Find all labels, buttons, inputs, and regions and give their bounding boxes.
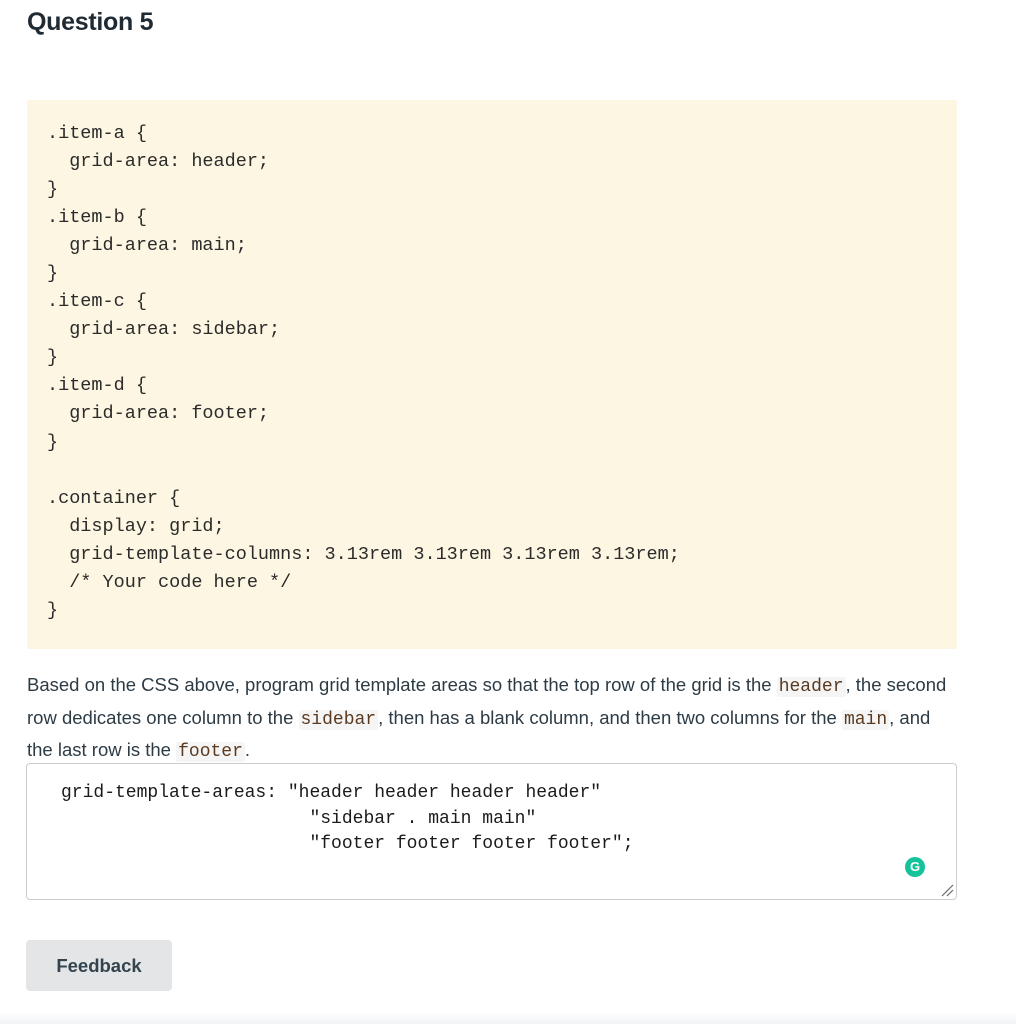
- inline-code-header: header: [778, 677, 844, 697]
- code-line: grid-template-columns: 3.13rem 3.13rem 3.13rem 3.13rem;: [47, 543, 680, 565]
- answer-line: grid-template-areas: "header header header header": [61, 783, 602, 803]
- question-prompt: [27, 670, 957, 768]
- inline-code-footer: footer: [178, 742, 243, 762]
- code-line: }: [47, 347, 59, 369]
- prompt-text: , the second row dedicates one column to the: [27, 674, 947, 728]
- code-line: }: [47, 431, 59, 453]
- feedback-button[interactable]: Feedback: [26, 940, 172, 991]
- code-line: [47, 457, 957, 485]
- code-line: .container {: [47, 487, 181, 509]
- prompt-text: .: [244, 739, 251, 760]
- code-line: grid-area: main;: [47, 235, 247, 257]
- inline-code-main: main: [843, 709, 888, 730]
- code-line: .item-d {: [47, 375, 147, 397]
- prompt-text: , then has a blank column, and then two columns for the: [378, 706, 842, 728]
- question-title: Question 5: [27, 8, 154, 36]
- answer-line: "footer footer footer footer";: [61, 834, 634, 854]
- code-line: grid-area: header;: [47, 151, 270, 173]
- inline-code-sidebar: sidebar: [300, 709, 377, 730]
- code-line: grid-area: sidebar;: [47, 319, 281, 341]
- grammarly-icon[interactable]: G: [905, 857, 925, 877]
- code-line: .item-c {: [47, 291, 147, 313]
- css-code-block: [27, 100, 957, 649]
- prompt-text: , and the last row is the: [27, 706, 931, 760]
- code-line: }: [47, 599, 59, 621]
- code-line: /* Your code here */: [47, 571, 292, 593]
- code-line: display: grid;: [47, 515, 225, 537]
- code-line: .item-b {: [47, 207, 147, 229]
- prompt-text: Based on the CSS above, program grid template areas so that the top row of the grid is the: [27, 674, 777, 695]
- answer-textarea[interactable]: [26, 763, 957, 900]
- code-line: .item-a {: [47, 123, 147, 144]
- resize-handle-icon[interactable]: [940, 883, 954, 897]
- code-line: }: [47, 179, 59, 201]
- answer-line: "sidebar . main main": [61, 808, 537, 829]
- code-line: }: [47, 263, 59, 285]
- code-line: grid-area: footer;: [47, 403, 270, 425]
- page-bottom-divider: [0, 1012, 1016, 1024]
